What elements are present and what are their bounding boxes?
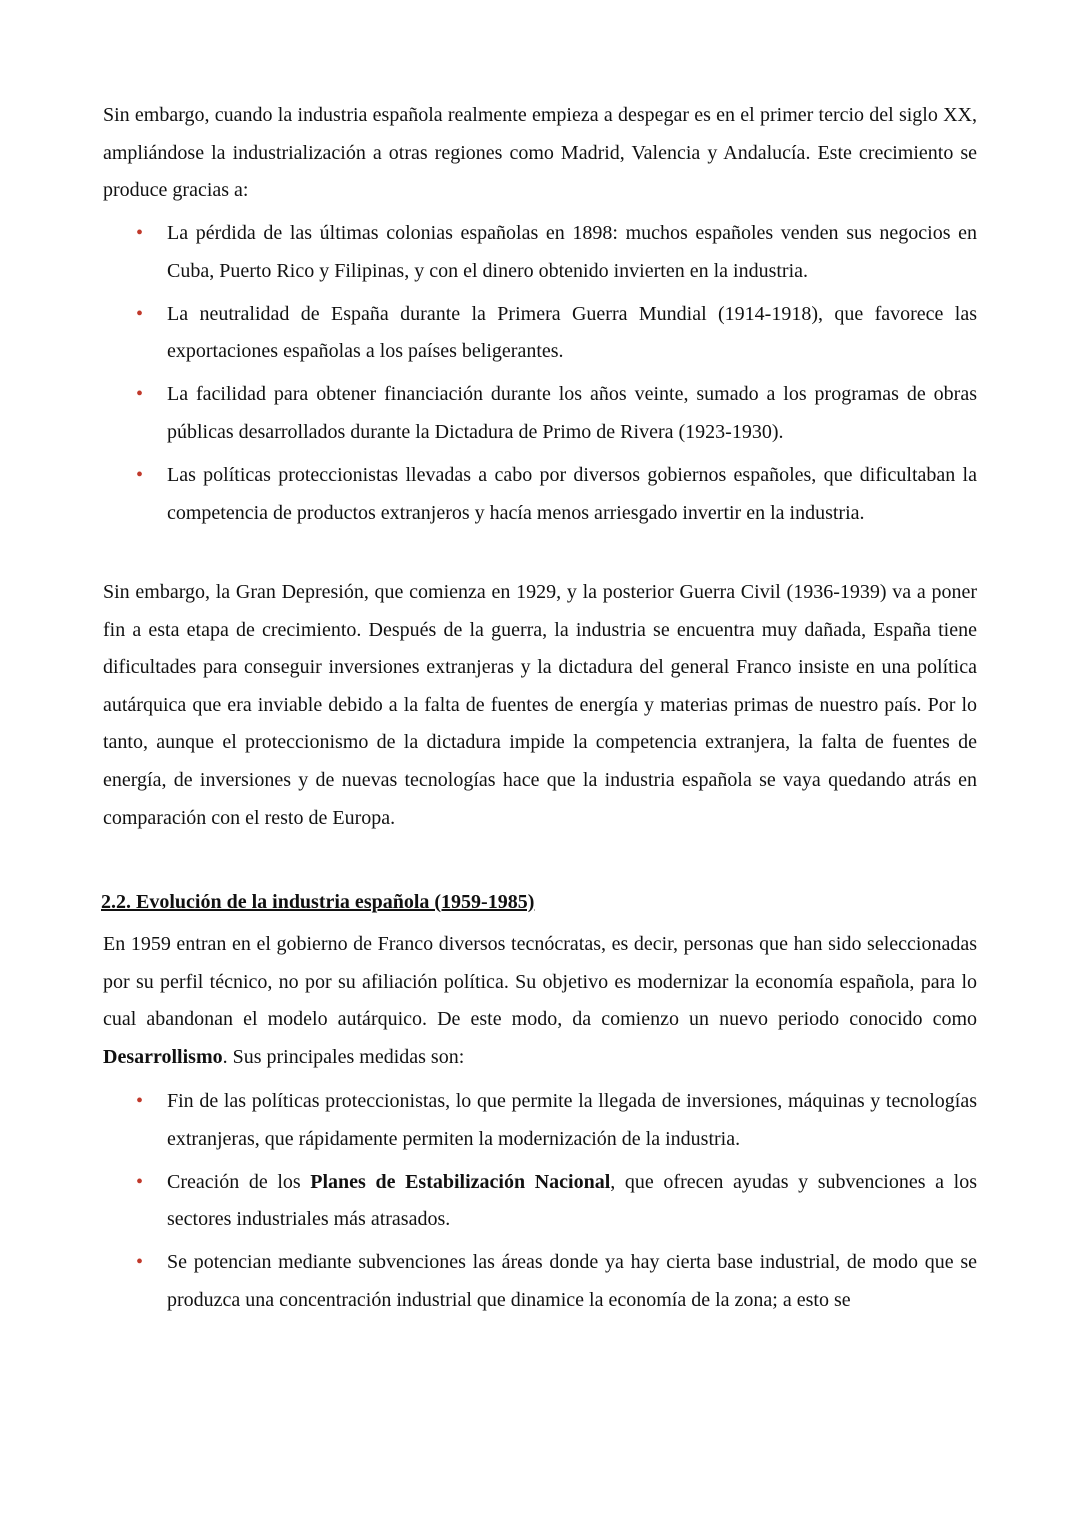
section-paragraph [103,926,977,1076]
bullet-icon: • [136,383,144,406]
list-item-text: , que ofrecen ayudas y subvenciones a los sectores industriales más atrasados. [167,1170,977,1231]
bullet-icon: • [136,1251,144,1274]
list-item-text: Se potencian mediante subvenciones las áreas donde ya hay cierta base industrial, de modo que se produzca una concentración industrial que dinamice la economía de la zona; a esto se [167,1251,977,1311]
paragraph-text: . Sus principales medidas son: [222,1045,465,1068]
list-item [103,1244,977,1319]
list-item [103,215,977,290]
heading-text: 2.2. Evolución de la industria española (1959-1985) [101,891,535,913]
list-item [103,1164,977,1239]
bullet-icon: • [136,1090,144,1112]
list-item-text: La facilidad para obtener financiación durante los años veinte, sumado a los programas de obras públicas desarrollados durante la Dictadura de Primo de Rivera (1923-1930). [167,383,977,443]
list-item-text: Las políticas proteccionistas llevadas a cabo por diversos gobiernos españoles, que dificultaban la competencia de productos extranjeros y hacía menos arriesgado invertir en la industria. [167,464,977,524]
section-heading [101,884,975,922]
causes-list [103,215,977,538]
decline-paragraph [103,574,977,837]
bullet-icon: • [136,302,144,325]
paragraph-text: Sin embargo, la Gran Depresión, que comienza en 1929, y la posterior Guerra Civil (1936-1939) va a poner fin a esta etapa de crecimiento. Después de la guerra, la industria se encuentra muy dañada, España tiene dificultades para conseguir inversiones extranjeras y la dictadura del general Franco insiste en una política autárquica que era inviable debido a la falta de fuentes de energía y materias primas de nuestro país. Por lo tanto, aunque el proteccionismo de la dictadura impide la competencia extranjera, la falta de fuentes de energía, de inversiones y de nuevas tecnologías hace que la industria española se vaya quedando atrás en comparación con el resto de Europa. [103,581,977,829]
measures-list [103,1083,977,1325]
bold-term: Planes de Estabilización Nacional [310,1170,611,1193]
list-item-text: La pérdida de las últimas colonias españolas en 1898: muchos españoles venden sus negocios en Cuba, Puerto Rico y Filipinas, y con el dinero obtenido invierten en la industria. [167,222,977,282]
list-item-text: Fin de las políticas proteccionistas, lo que permite la llegada de inversiones, máquinas y tecnologías extranjeras, que rápidamente permiten la modernización de la industria. [167,1090,977,1150]
intro-paragraph [103,97,977,210]
bullet-icon: • [136,1170,144,1193]
bold-term: Desarrollismo [103,1045,223,1068]
bullet-icon: • [136,464,144,487]
list-item [103,1083,977,1158]
list-item-text: La neutralidad de España durante la Primera Guerra Mundial (1914-1918), que favorece las exportaciones españolas a los países beligerantes. [167,302,977,363]
list-item [103,376,977,451]
list-item [103,457,977,532]
list-item-text: Creación de los [167,1170,311,1193]
paragraph-text: En 1959 entran en el gobierno de Franco diversos tecnócratas, es decir, personas que han sido seleccionadas por su perfil técnico, no por su afiliación política. Su objetivo es modernizar la economía española, para lo cual abandonan el modelo autárquico. De este modo, da comienzo un nuevo periodo conocido como [103,933,977,1031]
list-item [103,296,977,371]
paragraph-text: Sin embargo, cuando la industria española realmente empieza a despegar es en el primer tercio del siglo XX, ampliándose la industrialización a otras regiones como Madrid, Valencia y Andalucía. Este crecimiento se produce gracias a: [103,104,977,202]
bullet-icon: • [136,222,144,244]
